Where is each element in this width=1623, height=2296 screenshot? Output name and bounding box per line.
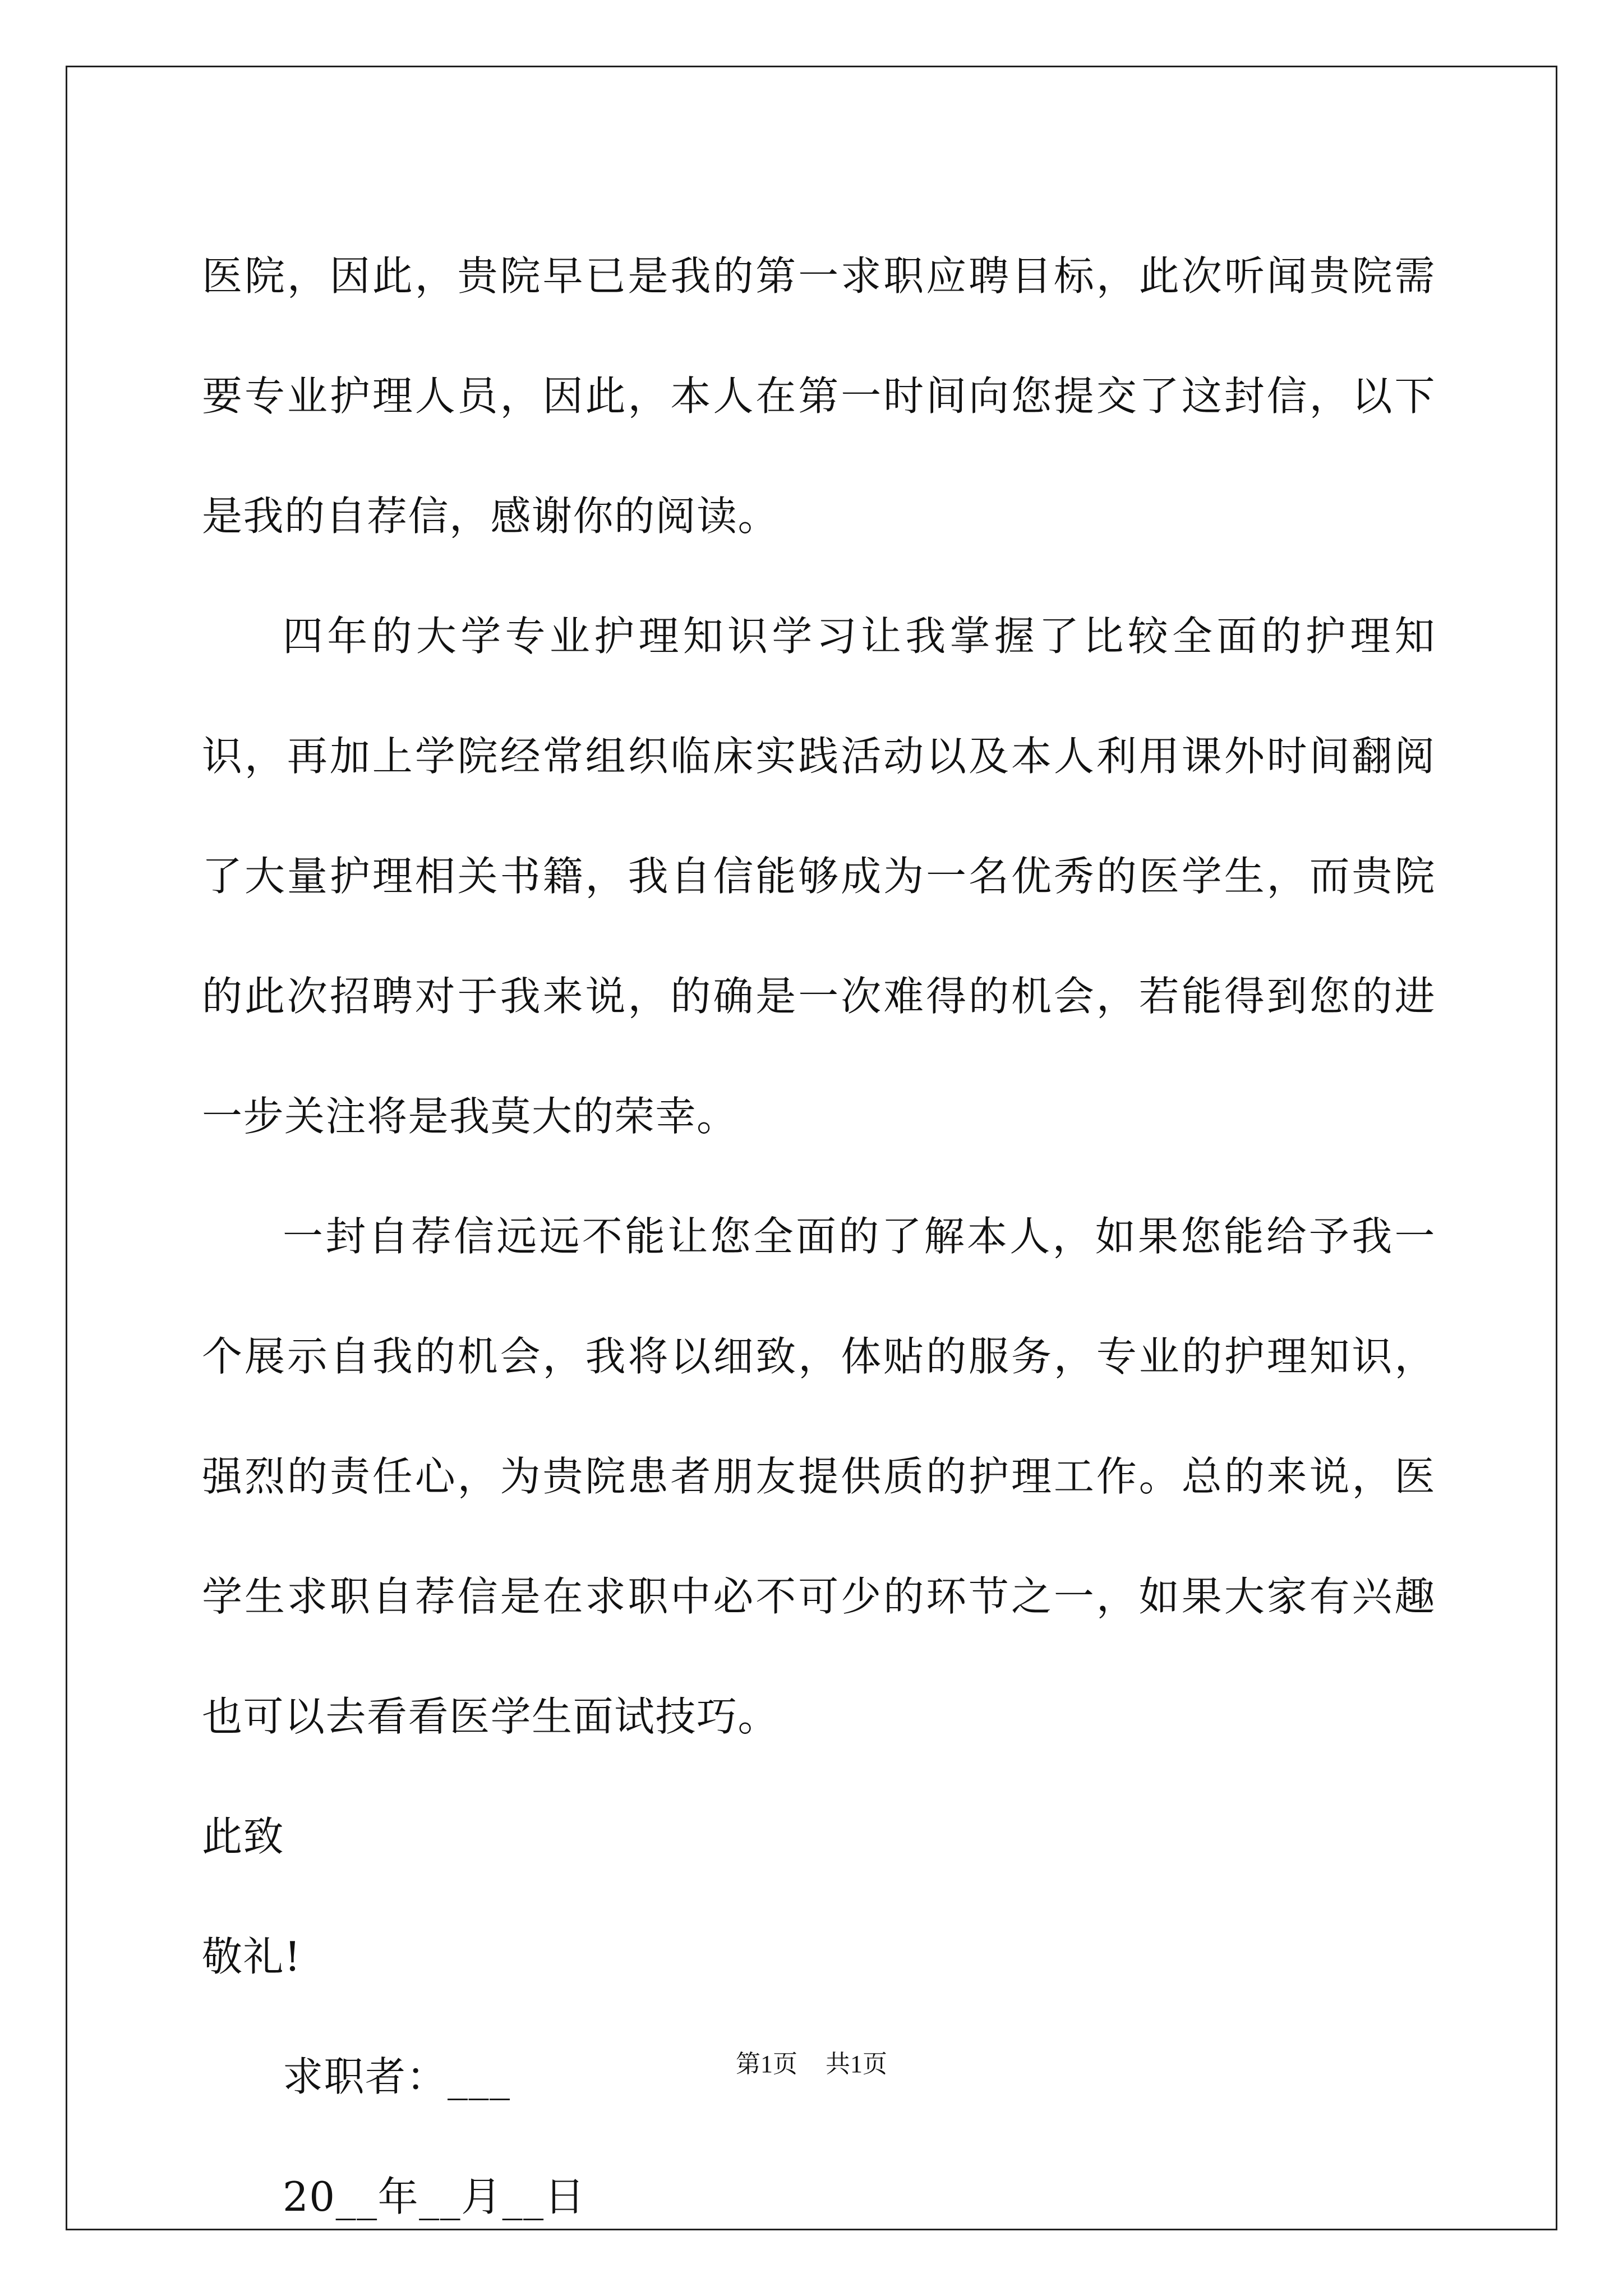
salutation-text: 敬礼! bbox=[202, 1933, 302, 1980]
signature-line: 求职者：___ bbox=[283, 2053, 511, 2100]
page-footer bbox=[0, 2047, 1623, 2081]
letter-paragraph-3: 一封自荐信远远不能让您全面的了解本人，如果您能给予我一个展示自我的机会，我将以细致，体贴的服务，专业的护理知识，强烈的责任心，为贵院患者朋友提供质的护理工作。总的来说，医学生求职自荐信是在求职中必不可少的环节之一，如果大家有兴趣也可以去看看医学生面试技巧。 bbox=[202, 1213, 1436, 1740]
letter-body bbox=[202, 216, 1436, 2257]
closing-text: 此致 bbox=[202, 1813, 285, 1860]
date-line: 20__年__月__日 bbox=[283, 2173, 586, 2220]
letter-paragraph-1: 医院，因此，贵院早已是我的第一求职应聘目标，此次听闻贵院需要专业护理人员，因此，本人在第一时间向您提交了这封信，以下是我的自荐信，感谢你的阅读。 bbox=[202, 252, 1436, 540]
page-number-total: 共1页 bbox=[826, 2050, 887, 2078]
page-number-current: 第1页 bbox=[736, 2050, 797, 2078]
letter-paragraph-2: 四年的大学专业护理知识学习让我掌握了比较全面的护理知识，再加上学院经常组织临床实践活动以及本人利用课外时间翻阅了大量护理相关书籍，我自信能够成为一名优秀的医学生，而贵院的此次招聘对于我来说，的确是一次难得的机会，若能得到您的进一步关注将是我莫大的荣幸。 bbox=[202, 613, 1436, 1140]
